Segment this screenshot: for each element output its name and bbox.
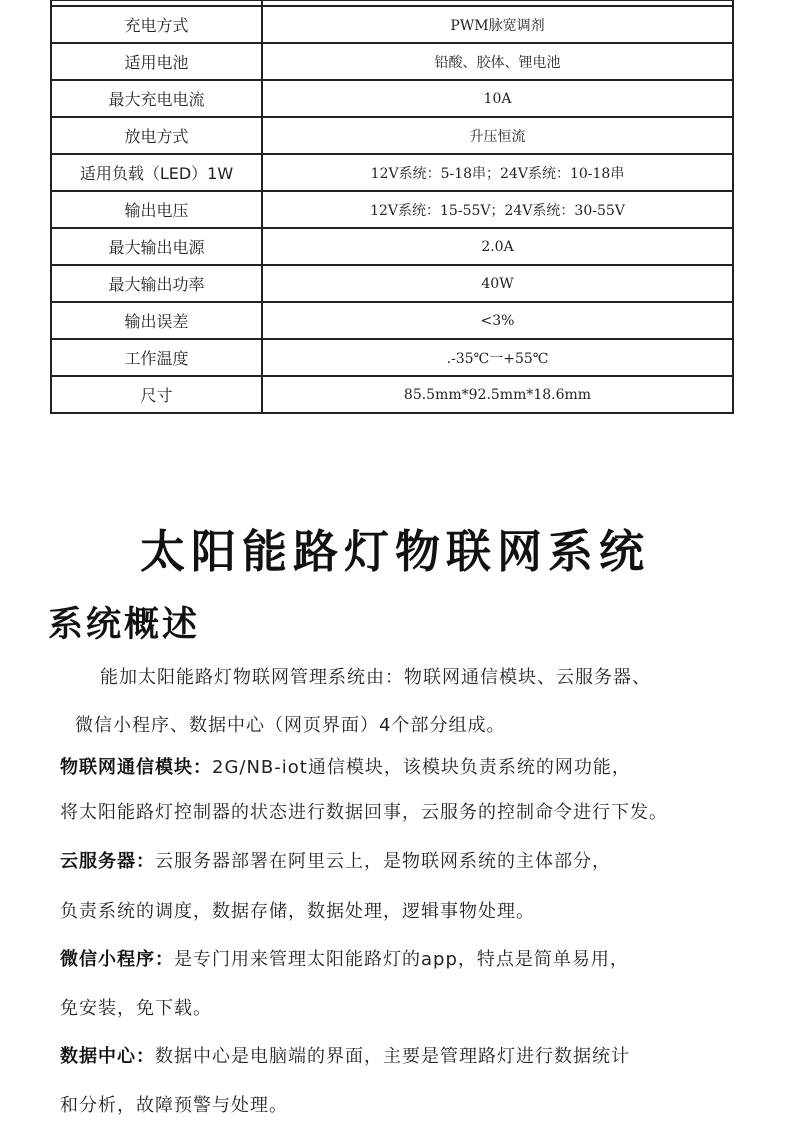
data-center-label: 数据中心： (60, 1046, 155, 1067)
table-row (51, 117, 733, 154)
iot-paragraph (60, 753, 631, 779)
spec-key: 最大输出电源 (51, 228, 262, 265)
data-center-paragraph (60, 1042, 630, 1068)
intro-line-1: 能加太阳能路灯物联网管理系统由：物联网通信模块、云服务器、 (100, 667, 651, 688)
spec-key: 放电方式 (51, 117, 262, 154)
iot-label: 物联网通信模块： (60, 757, 212, 778)
wechat-text: 是专门用来管理太阳能路灯的app，特点是简单易用， (174, 949, 629, 970)
spec-value: PWM脉宽调剂 (262, 6, 733, 43)
table-row (51, 376, 733, 413)
spec-value: 升压恒流 (262, 117, 733, 154)
cloud-paragraph (60, 847, 611, 873)
spec-key: 适用负载（LED）1W (51, 154, 262, 191)
spec-key: 尺寸 (51, 376, 262, 413)
table-row (51, 339, 733, 376)
spec-value: 10A (262, 80, 733, 117)
main-title: 太阳能路灯物联网系统 (139, 525, 650, 578)
table-row (51, 191, 733, 228)
table-row (51, 265, 733, 302)
spec-value: 40W (262, 265, 733, 302)
table-row (51, 154, 733, 191)
table-row (51, 228, 733, 265)
cloud-label: 云服务器： (60, 851, 155, 872)
spec-key: 最大充电电流 (51, 80, 262, 117)
spec-key: 输出误差 (51, 302, 262, 339)
spec-value: 2.0A (262, 228, 733, 265)
wechat-label: 微信小程序： (60, 949, 174, 970)
spec-value: .-35℃一+55℃ (262, 339, 733, 376)
spec-key: 适用电池 (51, 43, 262, 80)
table-row (51, 80, 733, 117)
iot-line-2: 将太阳能路灯控制器的状态进行数据回事，云服务的控制命令进行下发。 (60, 802, 668, 823)
table-row (51, 43, 733, 80)
spec-key: 最大输出功率 (51, 265, 262, 302)
spec-key: 输出电压 (51, 191, 262, 228)
section-title: 系统概述 (48, 605, 201, 645)
spec-table (50, 0, 734, 414)
spec-key: 工作温度 (51, 339, 262, 376)
table-row (51, 302, 733, 339)
spec-key: 充电方式 (51, 6, 262, 43)
spec-value: <3% (262, 302, 733, 339)
intro-line-2: 微信小程序、数据中心（网页界面）4个部分组成。 (75, 715, 506, 736)
wechat-paragraph (60, 945, 629, 971)
spec-value: 12V系统：15-55V；24V系统：30-55V (262, 191, 733, 228)
wechat-line-2: 免安装，免下载。 (60, 998, 212, 1019)
data-center-line-2: 和分析，故障预警与处理。 (60, 1095, 288, 1116)
spec-value: 85.5mm*92.5mm*18.6mm (262, 376, 733, 413)
cloud-line-2: 负责系统的调度，数据存储，数据处理，逻辑事物处理。 (60, 901, 535, 922)
cloud-text: 云服务器部署在阿里云上，是物联网系统的主体部分， (155, 851, 611, 872)
spec-value: 12V系统：5-18串；24V系统：10-18串 (262, 154, 733, 191)
iot-text: 2G/NB-iot通信模块，该模块负责系统的网功能， (212, 757, 631, 778)
spec-value: 铅酸、胶体、锂电池 (262, 43, 733, 80)
data-center-text: 数据中心是电脑端的界面，主要是管理路灯进行数据统计 (155, 1046, 630, 1067)
table-row (51, 6, 733, 43)
